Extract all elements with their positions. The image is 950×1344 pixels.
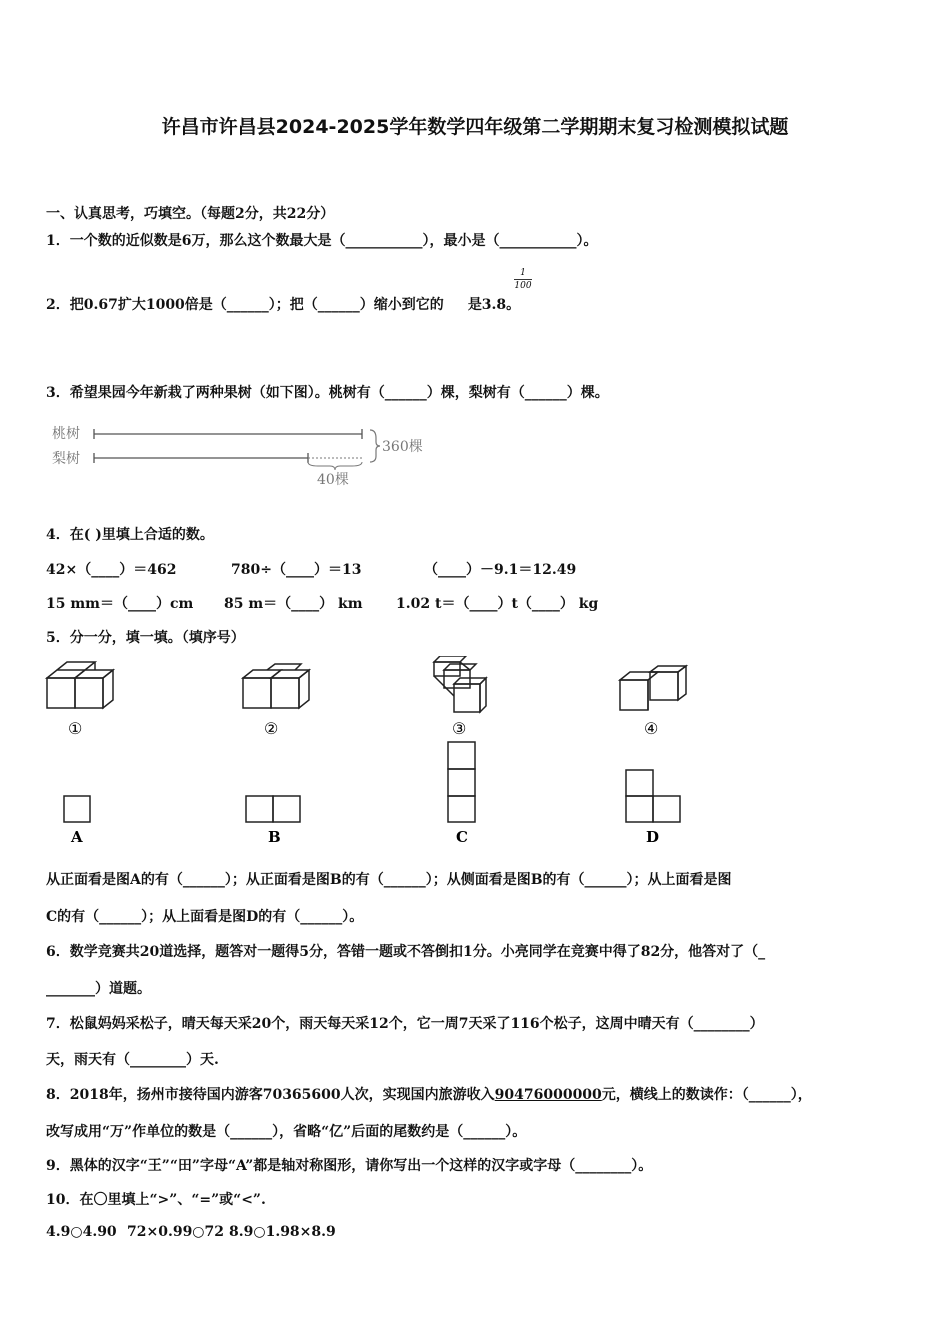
underlined-number: 90476000000 <box>494 1087 602 1103</box>
q4-item-3: （____）－9.1＝12.49 <box>424 562 577 578</box>
view-b-shape <box>246 796 300 822</box>
q4-item-1: 42×（____）＝462 <box>46 562 177 578</box>
question-8-line-2: 改写成用“万”作单位的数是（______），省略“亿”后面的尾数约是（______）。 <box>46 1124 527 1140</box>
q10-item-2: 72×0.99○72 <box>127 1224 225 1240</box>
question-10: 10．在〇里填上“>”、“=”或“<”. <box>46 1192 266 1208</box>
question-2 <box>46 294 520 314</box>
q5-answer-line-2: C的有（______）；从上面看是图D的有（______）。 <box>46 909 364 925</box>
difference-label: 40棵 <box>317 472 349 488</box>
view-label-c: C <box>456 828 468 846</box>
fraction-denominator: 100 <box>514 281 532 291</box>
view-d-shape <box>626 770 680 822</box>
question-2-text-b: 是3.8。 <box>467 297 521 313</box>
view-c-shape <box>448 742 475 822</box>
q4-item-2: 780÷（____）＝13 <box>231 562 362 578</box>
solid-2 <box>243 664 309 708</box>
q10-item-3: 8.9○1.98×8.9 <box>229 1224 336 1240</box>
q4-item-6: 1.02 t＝（____）t（____） kg <box>396 596 599 612</box>
page-title: 许昌市许昌县2024-2025学年数学四年级第二学期期末复习检测模拟试题 <box>161 116 789 138</box>
view-label-d: D <box>646 828 660 846</box>
total-brace <box>370 430 380 462</box>
q10-item-1: 4.9○4.90 <box>46 1224 117 1240</box>
question-3: 3．希望果园今年新栽了两种果树（如下图）。桃树有（______）棵，梨树有（______）棵。 <box>46 385 609 401</box>
view-label-a: A <box>71 828 83 846</box>
q5-answer-line-1: 从正面看是图A的有（______）；从正面看是图B的有（______）；从侧面看是图B的有（______）；从上面看是图 <box>46 872 732 888</box>
solid-label-2: ② <box>264 719 279 738</box>
question-7-line-2: 天，雨天有（________）天. <box>46 1052 219 1068</box>
question-5: 5．分一分，填一填。（填序号） <box>46 630 245 646</box>
total-label: 360棵 <box>382 439 423 455</box>
view-label-b: B <box>268 828 281 846</box>
solids-figure <box>44 656 704 746</box>
views-figure <box>44 740 704 850</box>
section-1-heading: 一、认真思考，巧填空。（每题2分，共22分） <box>46 206 335 222</box>
question-7-line-1: 7．松鼠妈妈采松子，晴天每天采20个，雨天每天采12个，它一周7天采了116个松子，这周中晴天有（________） <box>46 1016 764 1032</box>
question-4: 4．在( )里填上合适的数。 <box>46 527 214 543</box>
solid-label-3: ③ <box>452 719 467 738</box>
fraction-one-hundredth <box>512 268 534 291</box>
q4-item-5: 85 m＝（____） km <box>224 596 363 612</box>
solid-3 <box>434 656 486 712</box>
fraction-numerator: 1 <box>520 268 526 278</box>
question-8-text-a: 8．2018年，扬州市接待国内游客70365600人次，实现国内旅游收入 <box>46 1087 495 1103</box>
question-8-text-b: 元，横线上的数读作：（______）， <box>601 1087 812 1103</box>
question-6-line-2: _______）道题。 <box>46 981 151 997</box>
fruit-tree-diagram <box>46 418 446 494</box>
solid-label-4: ④ <box>644 719 659 738</box>
question-2-text-a: 2．把0.67扩大1000倍是（______）；把（______）缩小到它的 <box>46 297 444 313</box>
peach-tree-label: 桃树 <box>52 426 80 442</box>
question-1: 1．一个数的近似数是6万，那么这个数最大是（___________），最小是（___________）。 <box>46 233 598 249</box>
question-8-line-1 <box>46 1084 812 1104</box>
solid-label-1: ① <box>68 719 83 738</box>
q4-item-4: 15 mm＝（____）cm <box>46 596 194 612</box>
solid-1 <box>47 662 113 708</box>
solid-4 <box>620 666 686 710</box>
question-6-line-1: 6．数学竞赛共20道选择，题答对一题得5分，答错一题或不答倒扣1分。小亮同学在竞赛中得了82分，他答对了（_ <box>46 944 766 960</box>
question-9: 9．黑体的汉字“王”“田”字母“A”都是轴对称图形，请你写出一个这样的汉字或字母（________）。 <box>46 1158 653 1174</box>
difference-brace <box>308 462 362 470</box>
pear-tree-label: 梨树 <box>52 451 80 467</box>
view-a-shape <box>64 796 90 822</box>
